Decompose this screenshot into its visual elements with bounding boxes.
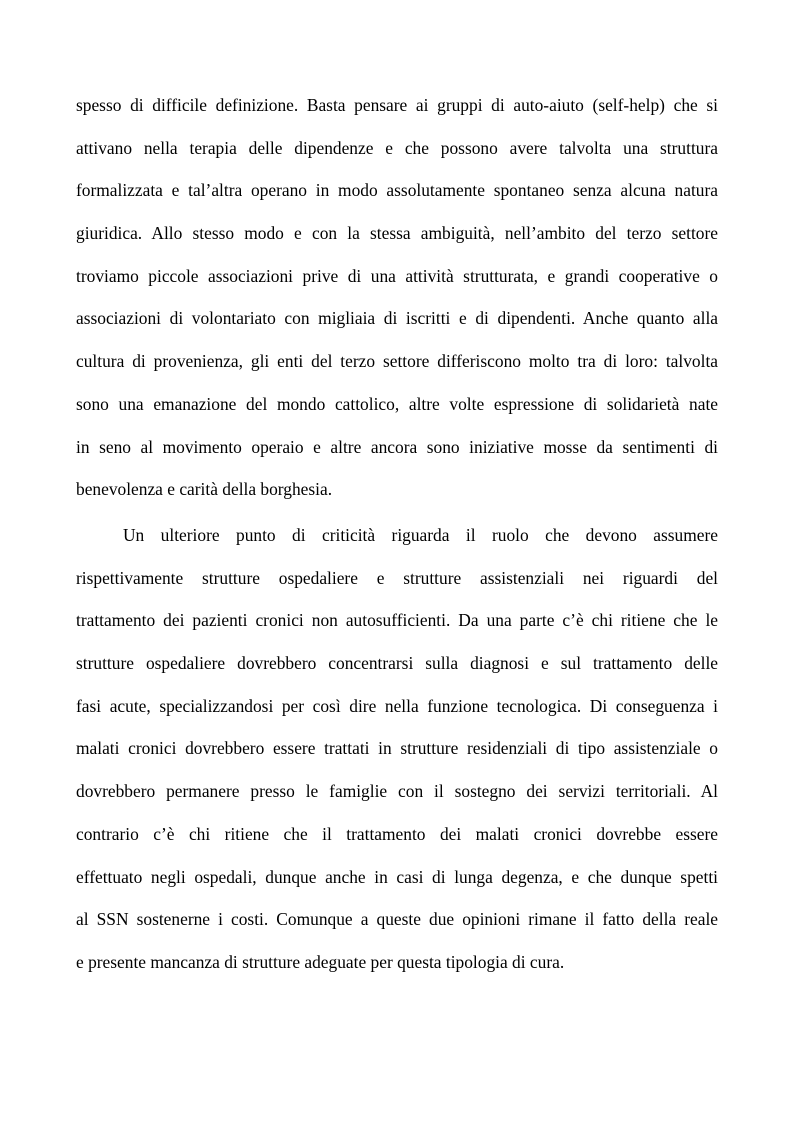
paragraph-line: rispettivamente strutture ospedaliere e strutture assistenziali nei riguardi del: [76, 567, 718, 588]
paragraph-line: contrario c’è chi ritiene che il trattamento dei malati cronici dovrebbe essere: [76, 823, 718, 844]
paragraph-line: in seno al movimento operaio e altre ancora sono iniziative mosse da sentimenti di: [76, 436, 718, 457]
paragraph-line: al SSN sostenerne i costi. Comunque a queste due opinioni rimane il fatto della reale: [76, 909, 718, 930]
paragraph-line: sono una emanazione del mondo cattolico, altre volte espressione di solidarietà nate: [76, 393, 718, 414]
paragraph-line: giuridica. Allo stesso modo e con la stessa ambiguità, nell’ambito del terzo settore: [76, 223, 718, 244]
paragraph-line: spesso di difficile definizione. Basta pensare ai gruppi di auto-aiuto (self-help) che si: [76, 95, 718, 115]
paragraph-line: formalizzata e tal’altra operano in modo assolutamente spontaneo senza alcuna natura: [76, 180, 718, 201]
paragraph-line: Un ulteriore punto di criticità riguarda il ruolo che devono assumere: [123, 525, 718, 545]
paragraph-line: malati cronici dovrebbero essere trattati in strutture residenziali di tipo assistenziale o: [76, 738, 718, 759]
paragraph-line: trattamento dei pazienti cronici non autosufficienti. Da una parte c’è chi ritiene che le: [76, 610, 718, 631]
paragraph-1: [76, 90, 718, 517]
paragraph-line: strutture ospedaliere dovrebbero concentrarsi sulla diagnosi e sul trattamento delle: [76, 653, 718, 674]
paragraph-line: e presente mancanza di strutture adeguate per questa tipologia di cura.: [76, 951, 565, 972]
paragraph-line: cultura di provenienza, gli enti del terzo settore differiscono molto tra di loro: talvolta: [76, 351, 718, 372]
paragraph-line: associazioni di volontariato con migliaia di iscritti e di dipendenti. Anche quanto alla: [76, 308, 718, 329]
paragraph-line: benevolenza e carità della borghesia.: [76, 479, 333, 500]
paragraph-2: [76, 520, 718, 990]
paragraph-line: dovrebbero permanere presso le famiglie con il sostegno dei servizi territoriali. Al: [76, 781, 718, 802]
paragraph-line: troviamo piccole associazioni prive di una attività strutturata, e grandi cooperative o: [76, 265, 718, 286]
paragraph-line: attivano nella terapia delle dipendenze e che possono avere talvolta una struttura: [76, 137, 718, 158]
paragraph-line: fasi acute, specializzandosi per così dire nella funzione tecnologica. Di conseguenza i: [76, 695, 718, 716]
paragraph-line: effettuato negli ospedali, dunque anche in casi di lunga degenza, e che dunque spetti: [76, 866, 718, 887]
